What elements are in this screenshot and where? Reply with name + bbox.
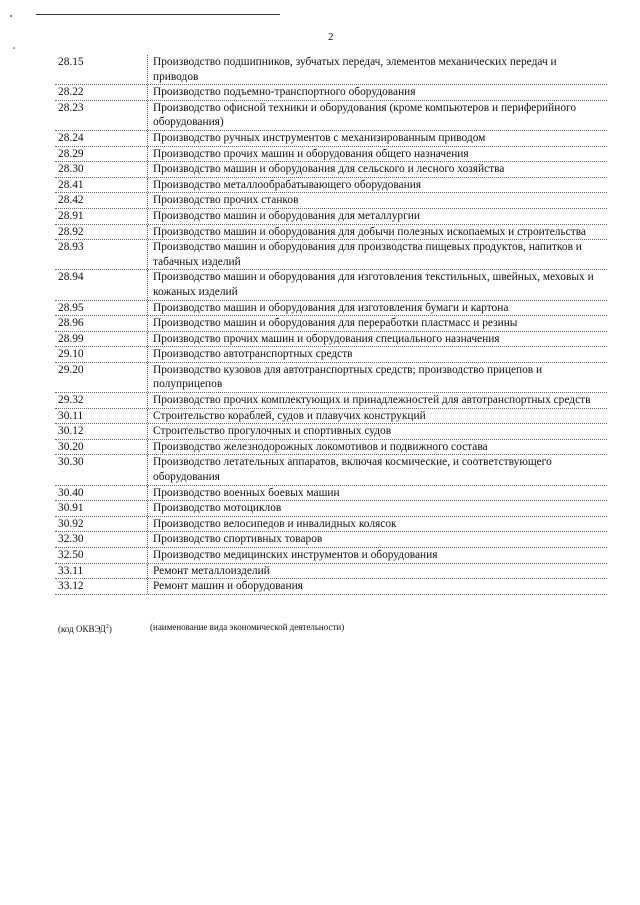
okved-code: 30.12 <box>58 425 84 438</box>
table-row <box>55 209 607 225</box>
activity-name: Производство ручных инструментов с механизированным приводом <box>147 131 607 146</box>
table-row <box>55 564 607 580</box>
okved-code: 28.96 <box>58 317 84 330</box>
scan-specks <box>8 14 18 54</box>
okved-code: 29.20 <box>58 363 84 376</box>
okved-code: 29.32 <box>58 394 84 407</box>
okved-code: 28.15 <box>58 56 84 68</box>
table-row <box>55 101 607 131</box>
activity-name: Производство кузовов для автотранспортных средств; производство прицепов и полуприцепов <box>147 363 607 392</box>
activity-name: Ремонт металлоизделий <box>147 564 607 579</box>
activity-name: Производство автотранспортных средств <box>147 347 607 362</box>
table-row <box>55 363 607 393</box>
table-row <box>55 548 607 564</box>
okved-code: 28.95 <box>58 301 84 314</box>
top-rule <box>36 14 280 15</box>
activity-name: Строительство кораблей, судов и плавучих конструкций <box>147 409 607 424</box>
table-row <box>55 301 607 317</box>
table-row <box>55 393 607 409</box>
activity-name: Ремонт машин и оборудования <box>147 579 607 594</box>
activity-name: Производство спортивных товаров <box>147 532 607 547</box>
activity-name: Производство прочих комплектующих и принадлежностей для автотранспортных средств <box>147 393 607 408</box>
table-row <box>55 455 607 485</box>
table-row <box>55 486 607 502</box>
okved-code: 28.30 <box>58 163 84 176</box>
table-row <box>55 270 607 300</box>
activity-name: Производство прочих станков <box>147 193 607 208</box>
activity-name: Производство мотоциклов <box>147 501 607 516</box>
table-row <box>55 147 607 163</box>
okved-code: 30.92 <box>58 517 84 530</box>
okved-code: 30.40 <box>58 486 84 499</box>
activity-name: Производство машин и оборудования для производства пищевых продуктов, напитков и табачных изделий <box>147 240 607 269</box>
okved-code: 28.92 <box>58 225 84 238</box>
table-row <box>55 131 607 147</box>
okved-code: 28.23 <box>58 101 84 114</box>
okved-code: 28.24 <box>58 131 84 144</box>
okved-code: 28.22 <box>58 86 84 99</box>
activity-name: Производство машин и оборудования для изготовления текстильных, швейных, меховых и кожаных изделий <box>147 270 607 299</box>
table-row <box>55 332 607 348</box>
okved-code: 33.12 <box>58 580 84 593</box>
activity-name: Производство офисной техники и оборудования (кроме компьютеров и периферийного оборудования) <box>147 101 607 130</box>
table-row <box>55 225 607 241</box>
okved-code: 30.30 <box>58 456 84 469</box>
table-row <box>55 409 607 425</box>
activity-name: Строительство прогулочных и спортивных судов <box>147 424 607 439</box>
okved-code: 28.29 <box>58 147 84 160</box>
okved-code: 28.41 <box>58 178 84 191</box>
table-row <box>55 162 607 178</box>
okved-code: 28.99 <box>58 332 84 345</box>
table-row <box>55 579 607 595</box>
table-row <box>55 55 607 85</box>
table-row <box>55 178 607 194</box>
activity-name: Производство подъемно-транспортного оборудования <box>147 85 607 100</box>
table-row <box>55 347 607 363</box>
okved-code: 30.20 <box>58 440 84 453</box>
activity-name: Производство металлообрабатывающего оборудования <box>147 178 607 193</box>
okved-code: 28.42 <box>58 194 84 207</box>
okved-code: 30.11 <box>58 409 84 422</box>
activity-name: Производство машин и оборудования для изготовления бумаги и картона <box>147 301 607 316</box>
table-row <box>55 532 607 548</box>
okved-table <box>55 55 607 595</box>
activity-name: Производство машин и оборудования для металлургии <box>147 209 607 224</box>
activity-name: Производство прочих машин и оборудования специального назначения <box>147 332 607 347</box>
table-row <box>55 193 607 209</box>
table-row <box>55 440 607 456</box>
activity-name: Производство прочих машин и оборудования общего назначения <box>147 147 607 162</box>
activity-name: Производство подшипников, зубчатых передач, элементов механических передач и приводов <box>147 55 607 84</box>
okved-code: 32.30 <box>58 533 84 546</box>
table-row <box>55 517 607 533</box>
okved-code: 32.50 <box>58 549 84 561</box>
okved-code: 28.94 <box>58 271 84 284</box>
okved-code: 29.10 <box>58 348 84 361</box>
code-caption: (код ОКВЭД$^2$) <box>58 624 112 634</box>
activity-name: Производство велосипедов и инвалидных колясок <box>147 517 607 532</box>
activity-name: Производство летательных аппаратов, включая космические, и соответствующего оборудования <box>147 455 607 484</box>
table-caption <box>58 621 344 635</box>
table-row <box>55 85 607 101</box>
table-row <box>55 316 607 332</box>
table-row <box>55 501 607 517</box>
okved-code: 30.91 <box>58 502 84 515</box>
activity-name: Производство железнодорожных локомотивов и подвижного состава <box>147 440 607 455</box>
okved-code: 28.93 <box>58 241 84 254</box>
page-number: 2 <box>328 31 334 43</box>
activity-name: Производство военных боевых машин <box>147 486 607 501</box>
table-row <box>55 424 607 440</box>
okved-code: 28.91 <box>58 209 84 222</box>
okved-code: 33.11 <box>58 564 84 577</box>
activity-name: Производство машин и оборудования для сельского и лесного хозяйства <box>147 162 607 177</box>
name-caption: (наименование вида экономической деятельности) <box>150 622 345 632</box>
activity-name: Производство машин и оборудования для добычи полезных ископаемых и строительства <box>147 225 607 240</box>
activity-name: Производство машин и оборудования для переработки пластмасс и резины <box>147 316 607 331</box>
table-row <box>55 240 607 270</box>
activity-name: Производство медицинских инструментов и оборудования <box>147 548 607 563</box>
